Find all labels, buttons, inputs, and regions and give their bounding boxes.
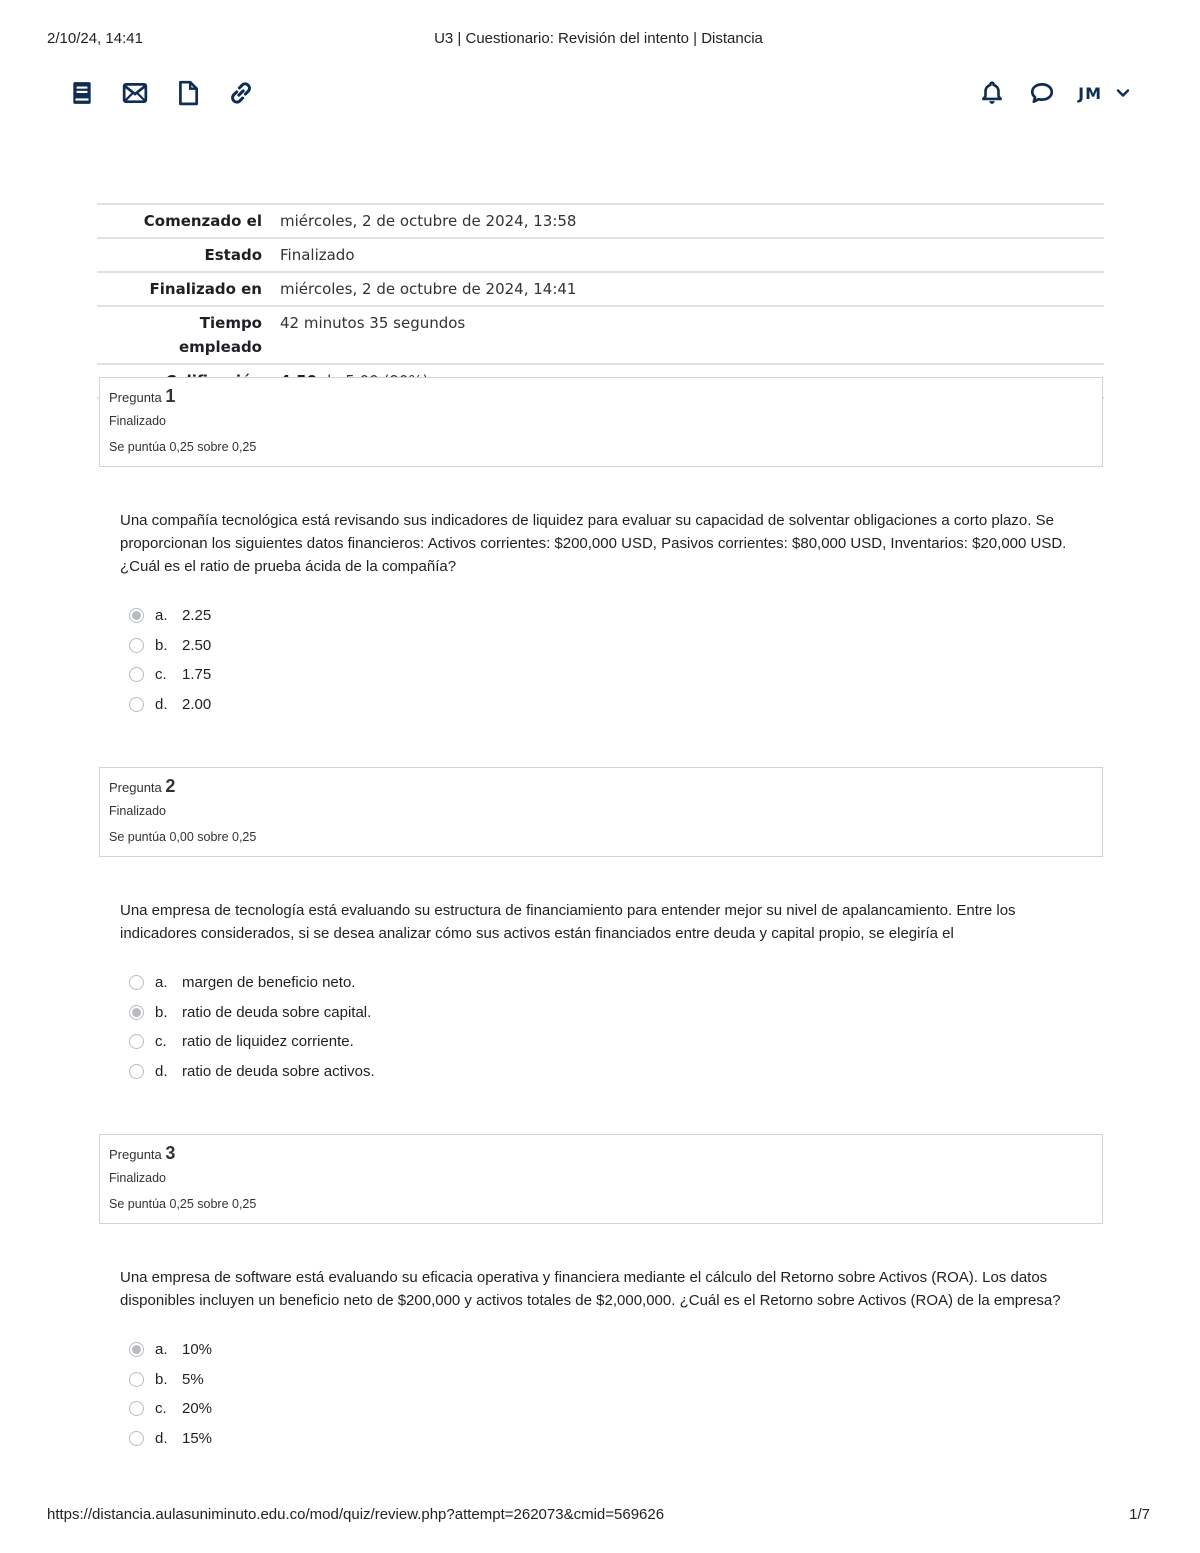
answer-letter: d. (155, 1062, 168, 1080)
summary-label (97, 306, 272, 364)
nav-right-icons (978, 74, 1130, 112)
answer-option[interactable] (129, 660, 211, 690)
answer-text: ratio de deuda sobre activos. (182, 1062, 375, 1080)
answer-option[interactable] (129, 1365, 212, 1395)
chat-icon[interactable] (1028, 79, 1056, 107)
page-number: 1/7 (1129, 1506, 1150, 1523)
summary-label: Finalizado en (149, 280, 262, 298)
radio-button[interactable] (129, 1342, 144, 1357)
radio-button[interactable] (129, 608, 144, 623)
summary-label: Estado (204, 246, 262, 264)
question-info-1 (99, 377, 1103, 467)
answer-option[interactable] (129, 601, 211, 631)
answer-list-1 (129, 601, 211, 719)
radio-button[interactable] (129, 667, 144, 682)
question-label: Pregunta (109, 390, 162, 405)
answer-letter: b. (155, 1003, 168, 1021)
answer-letter: c. (155, 1033, 167, 1051)
answer-letter: b. (155, 636, 168, 654)
answer-letter: d. (155, 1429, 168, 1447)
question-info-3 (99, 1134, 1103, 1224)
answer-option[interactable] (129, 1027, 375, 1057)
answer-option[interactable] (129, 1424, 212, 1454)
print-footer (47, 1506, 1150, 1526)
question-number-line (109, 1143, 1093, 1165)
radio-button[interactable] (129, 1005, 144, 1020)
book-icon[interactable] (68, 79, 96, 107)
question-number-line (109, 386, 1093, 408)
navbar (60, 74, 1140, 112)
question-grade: Se puntúa 0,25 sobre 0,25 (109, 440, 257, 454)
question-grade: Se puntúa 0,25 sobre 0,25 (109, 1197, 257, 1211)
question-number-line (109, 776, 1093, 798)
radio-button[interactable] (129, 1401, 144, 1416)
answer-letter: a. (155, 1341, 168, 1359)
question-text-line: Una empresa de tecnología está evaluando su estructura de financiamiento para entender mejor su nivel de apalancamiento. Entre los (120, 902, 1016, 919)
question-text-line: ¿Cuál es el ratio de prueba ácida de la compañía? (120, 558, 457, 575)
question-text-1 (120, 509, 1080, 578)
question-label: Pregunta (109, 780, 162, 795)
user-menu[interactable] (1078, 84, 1130, 103)
link-icon[interactable] (227, 79, 255, 107)
question-state: Finalizado (109, 804, 166, 818)
radio-button[interactable] (129, 697, 144, 712)
answer-option[interactable] (129, 1057, 375, 1087)
answer-text: ratio de deuda sobre capital. (182, 1003, 372, 1021)
radio-button[interactable] (129, 638, 144, 653)
answer-list-2 (129, 968, 375, 1086)
print-date: 2/10/24, 14:41 (47, 30, 143, 47)
radio-button[interactable] (129, 975, 144, 990)
question-number: 1 (165, 386, 176, 406)
summary-value: miércoles, 2 de octubre de 2024, 13:58 (280, 212, 577, 230)
summary-row-started (97, 204, 1104, 238)
answer-letter: c. (155, 1400, 167, 1418)
answer-text: 2.25 (182, 607, 212, 625)
answer-option[interactable] (129, 1335, 212, 1365)
question-info-2 (99, 767, 1103, 857)
answer-letter: a. (155, 607, 168, 625)
chevron-down-icon (1116, 86, 1130, 100)
summary-label: Comenzado el (143, 212, 262, 230)
radio-button[interactable] (129, 1431, 144, 1446)
answer-letter: a. (155, 974, 168, 992)
attempt-summary-table (97, 203, 1104, 399)
question-text-line: Una compañía tecnológica está revisando sus indicadores de liquidez para evaluar su capacidad de solventar obligaciones a corto plazo. Se (120, 512, 1054, 529)
print-title: U3 | Cuestionario: Revisión del intento | Distancia (434, 30, 763, 47)
question-text-line: indicadores considerados, si se desea analizar cómo sus activos están financiados entre deuda y capital propio, se elegiría el (120, 925, 954, 942)
question-state: Finalizado (109, 414, 166, 428)
answer-text: 15% (182, 1429, 213, 1447)
summary-label-line: Tiempo (199, 314, 262, 332)
question-text-line: disponibles incluyen un beneficio neto de $200,000 y activos totales de $2,000,000. ¿Cuál es el Retorno sobre Activos (ROA) de la empresa? (120, 1292, 1061, 1309)
document-icon[interactable] (174, 79, 202, 107)
answer-option[interactable] (129, 998, 375, 1028)
answer-option[interactable] (129, 968, 375, 998)
answer-option[interactable] (129, 690, 211, 720)
answer-text: margen de beneficio neto. (182, 974, 356, 992)
answer-text: 5% (182, 1370, 204, 1388)
answer-letter: c. (155, 666, 167, 684)
question-label: Pregunta (109, 1147, 162, 1162)
answer-option[interactable] (129, 631, 211, 661)
print-header (47, 30, 1150, 50)
answer-list-3 (129, 1335, 212, 1453)
radio-button[interactable] (129, 1034, 144, 1049)
question-text-line: proporcionan los siguientes datos financieros: Activos corrientes: $200,000 USD, Pasivos corrientes: $80,000 USD, Inventarios: $20,000 USD. (120, 535, 1067, 552)
mail-icon[interactable] (121, 79, 149, 107)
answer-text: ratio de liquidez corriente. (182, 1033, 354, 1051)
answer-letter: d. (155, 695, 168, 713)
summary-row-time (97, 306, 1104, 364)
answer-option[interactable] (129, 1394, 212, 1424)
question-text-line: Una empresa de software está evaluando su eficacia operativa y financiera mediante el cálculo del Retorno sobre Activos (ROA). Los datos (120, 1269, 1048, 1286)
summary-row-state (97, 238, 1104, 272)
question-text-3 (120, 1266, 1080, 1312)
question-number: 3 (165, 1143, 176, 1163)
page-url: https://distancia.aulasuniminuto.edu.co/mod/quiz/review.php?attempt=262073&cmid=569626 (47, 1506, 665, 1523)
answer-text: 20% (182, 1400, 213, 1418)
answer-text: 10% (182, 1341, 213, 1359)
question-text-2 (120, 899, 1080, 945)
question-state: Finalizado (109, 1171, 166, 1185)
question-grade: Se puntúa 0,00 sobre 0,25 (109, 830, 257, 844)
answer-letter: b. (155, 1370, 168, 1388)
summary-label-line: empleado (178, 338, 262, 356)
answer-text: 1.75 (182, 666, 212, 684)
radio-button[interactable] (129, 1372, 144, 1387)
summary-value: miércoles, 2 de octubre de 2024, 14:41 (280, 280, 577, 298)
nav-left-icons (68, 74, 255, 112)
question-number: 2 (165, 776, 176, 796)
user-initials: JM (1078, 83, 1102, 103)
radio-button[interactable] (129, 1064, 144, 1079)
summary-value: Finalizado (280, 246, 355, 264)
answer-text: 2.00 (182, 695, 212, 713)
bell-icon[interactable] (978, 79, 1006, 107)
answer-text: 2.50 (182, 636, 212, 654)
summary-row-finished (97, 272, 1104, 306)
summary-value: 42 minutos 35 segundos (280, 314, 466, 332)
